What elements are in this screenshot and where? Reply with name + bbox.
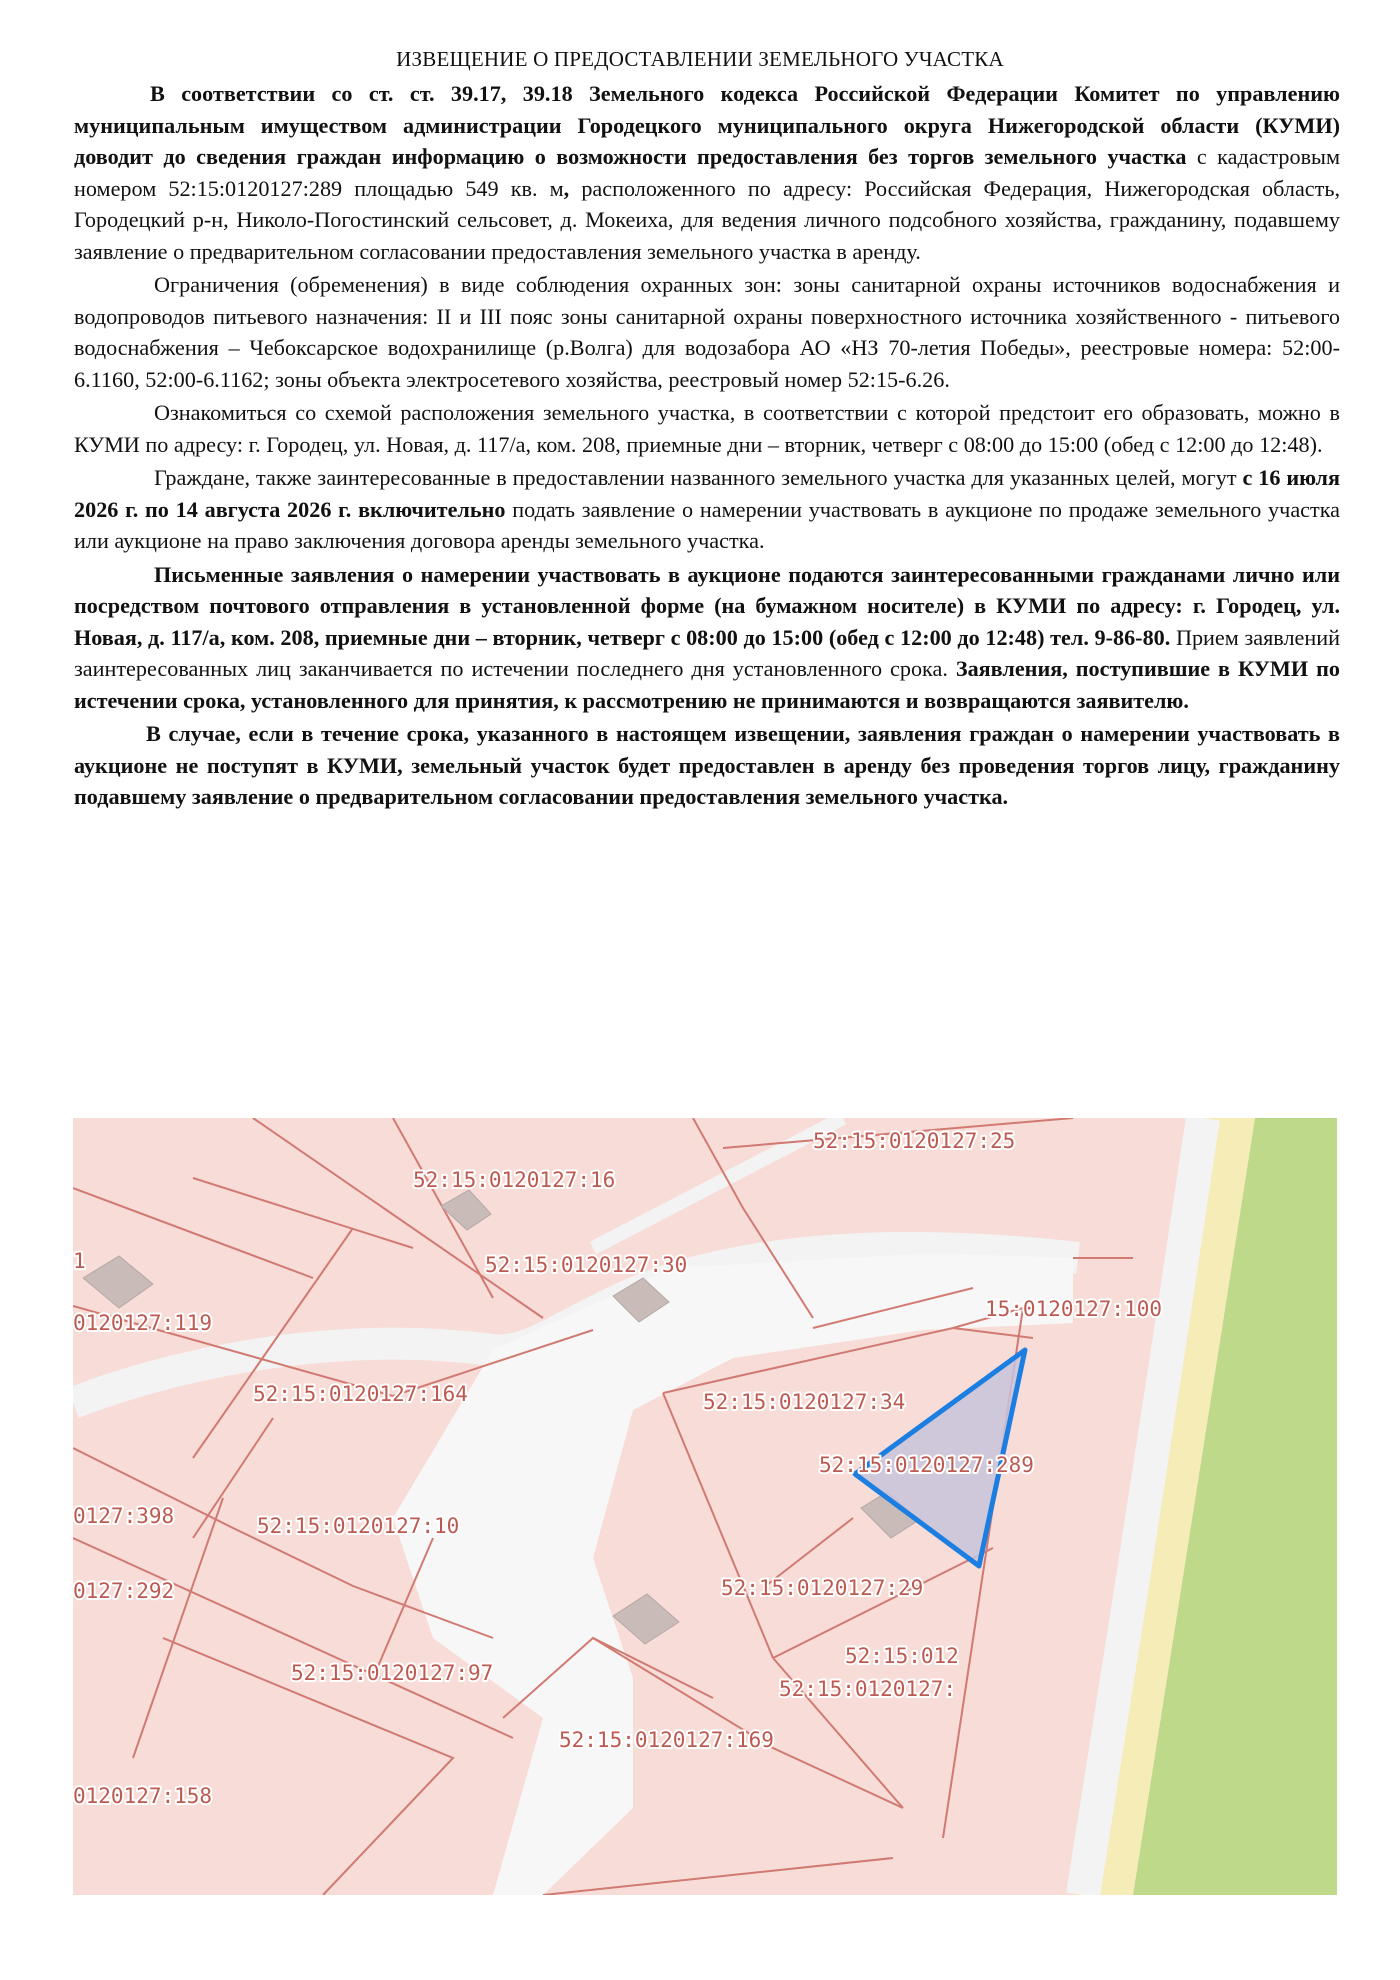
label-parcel-12: 52:15:0120127: [779, 1677, 957, 1701]
label-parcel-292: 0127:292 [73, 1579, 175, 1603]
label-parcel-12-cut: 52:15:012 [845, 1644, 959, 1668]
p1-cadastral: с кадастровым номером 52:15:0120127:289 площадью 549 кв. м [74, 144, 1341, 201]
notice-title: ИЗВЕЩЕНИЕ О ПРЕДОСТАВЛЕНИИ ЗЕМЕЛЬНОГО УЧАСТКА [396, 47, 1004, 71]
label-parcel-158: 0120127:158 [73, 1784, 213, 1808]
label-parcel-164: 52:15:0120127:164 [253, 1382, 468, 1406]
label-parcel-34: 52:15:0120127:34 [703, 1390, 906, 1414]
p4-text-end: подать заявление о намерении участвовать в аукционе по продаже земельного участка или аукционе на право заключения договора аренды земельного участка. [74, 496, 1340, 553]
cadastral-map-svg [73, 1118, 1337, 1895]
p1-comma: , [563, 175, 570, 201]
paragraph-5-applications [74, 559, 1340, 717]
paragraph-2-restrictions: Ограничения (обременения) в виде соблюдения охранных зон: зоны санитарной охраны источников водоснабжения и водопроводов питьевого назначения: II и III пояс зоны санитарной охраны поверхностного источника хозяйственного - питьевого водоснабжения – Чебоксарское водохранилище (р.Волга) для водозабора АО «НЗ 70-летия Победы», реестровые номера: 52:00-6.1160, 52:00-6.1162; зоны объекта электросетевого хозяйства, реестровый номер 52:15-6.26. [74, 272, 1340, 392]
label-parcel-398: 0127:398 [73, 1504, 175, 1528]
p4-date-range: с 16 июля 2026 г. по 14 августа 2026 г. включительно [74, 465, 1340, 522]
paragraph-6-conclusion [74, 718, 1340, 813]
paragraph-4-dates [74, 462, 1340, 557]
label-parcel-10: 52:15:0120127:10 [257, 1514, 460, 1538]
label-parcel-30: 52:15:0120127:30 [485, 1253, 688, 1277]
paragraph-1 [74, 78, 1340, 267]
label-parcel-100: 15:0120127:100 [985, 1297, 1163, 1321]
p5-bold-lead: Письменные заявления о намерении участвовать в аукционе подаются заинтересованными гражданами лично или посредством почтового отправления в установленной форме (на бумажном носителе) в КУМИ по адресу: г. Городец, ул. Новая, д. 117/а, ком. 208, приемные дни – вторник, четверг с 08:00 до 15:00 (обед с 12:00 до 12:48) тел. 9-86-80. [74, 561, 1340, 650]
cadastral-map [73, 1118, 1337, 1895]
label-parcel-29: 52:15:0120127:29 [721, 1576, 924, 1600]
p1-address: расположенного по адресу: Российская Федерация, Нижегородская область, Городецкий р-н, Николо-Погостинский сельсовет, д. Мокеиха, для ведения личного подсобного хозяйства, гражданину, подавшему заявление о предварительном согласовании предоставления земельного участка в аренду. [74, 175, 1340, 264]
label-parcel-25: 52:15:0120127:25 [813, 1129, 1016, 1153]
p5-bold-tail: Заявления, поступившие в КУМИ по истечении срока, установленного для принятия, к рассмотрению не принимаются и возвращаются заявителю. [74, 656, 1340, 713]
p5-text: Прием заявлений заинтересованных лиц заканчивается по истечении последнего дня установленного срока. [74, 624, 1340, 681]
p4-text-start: Граждане, также заинтересованные в предоставлении названного земельного участка для указанных целей, могут [154, 465, 1243, 490]
label-parcel-16: 52:15:0120127:16 [413, 1168, 616, 1192]
paragraph-3-scheme: Ознакомиться со схемой расположения земельного участка, в соответствии с которой предстоит его образовать, можно в КУМИ по адресу: г. Городец, ул. Новая, д. 117/а, ком. 208, приемные дни – вторник, четверг с 08:00 до 15:00 (обед с 12:00 до 12:48). [74, 400, 1340, 457]
p1-bold-lead: В соответствии со ст. ст. 39.17, 39.18 Земельного кодекса Российской Федерации Комитет по управлению муниципальным имуществом администрации Городецкого муниципального округа Нижегородской области (КУМИ) доводит до сведения граждан информацию о возможности предоставления без торгов земельного участка [74, 81, 1340, 169]
p6-bold: В случае, если в течение срока, указанного в настоящем извещении, заявления граждан о намерении участвовать в аукционе не поступят в КУМИ, земельный участок будет предоставлен в аренду без проведения торгов лицу, гражданину подавшему заявление о предварительном согласовании предоставления земельного участка. [74, 721, 1340, 809]
label-parcel-289: 52:15:0120127:289 [819, 1453, 1034, 1477]
label-parcel-97: 52:15:0120127:97 [291, 1661, 494, 1685]
notice-body [74, 78, 1340, 813]
label-parcel-119: 0120127:119 [73, 1311, 213, 1335]
label-parcel-1: 1 [73, 1249, 86, 1273]
label-parcel-169: 52:15:0120127:169 [559, 1728, 774, 1752]
